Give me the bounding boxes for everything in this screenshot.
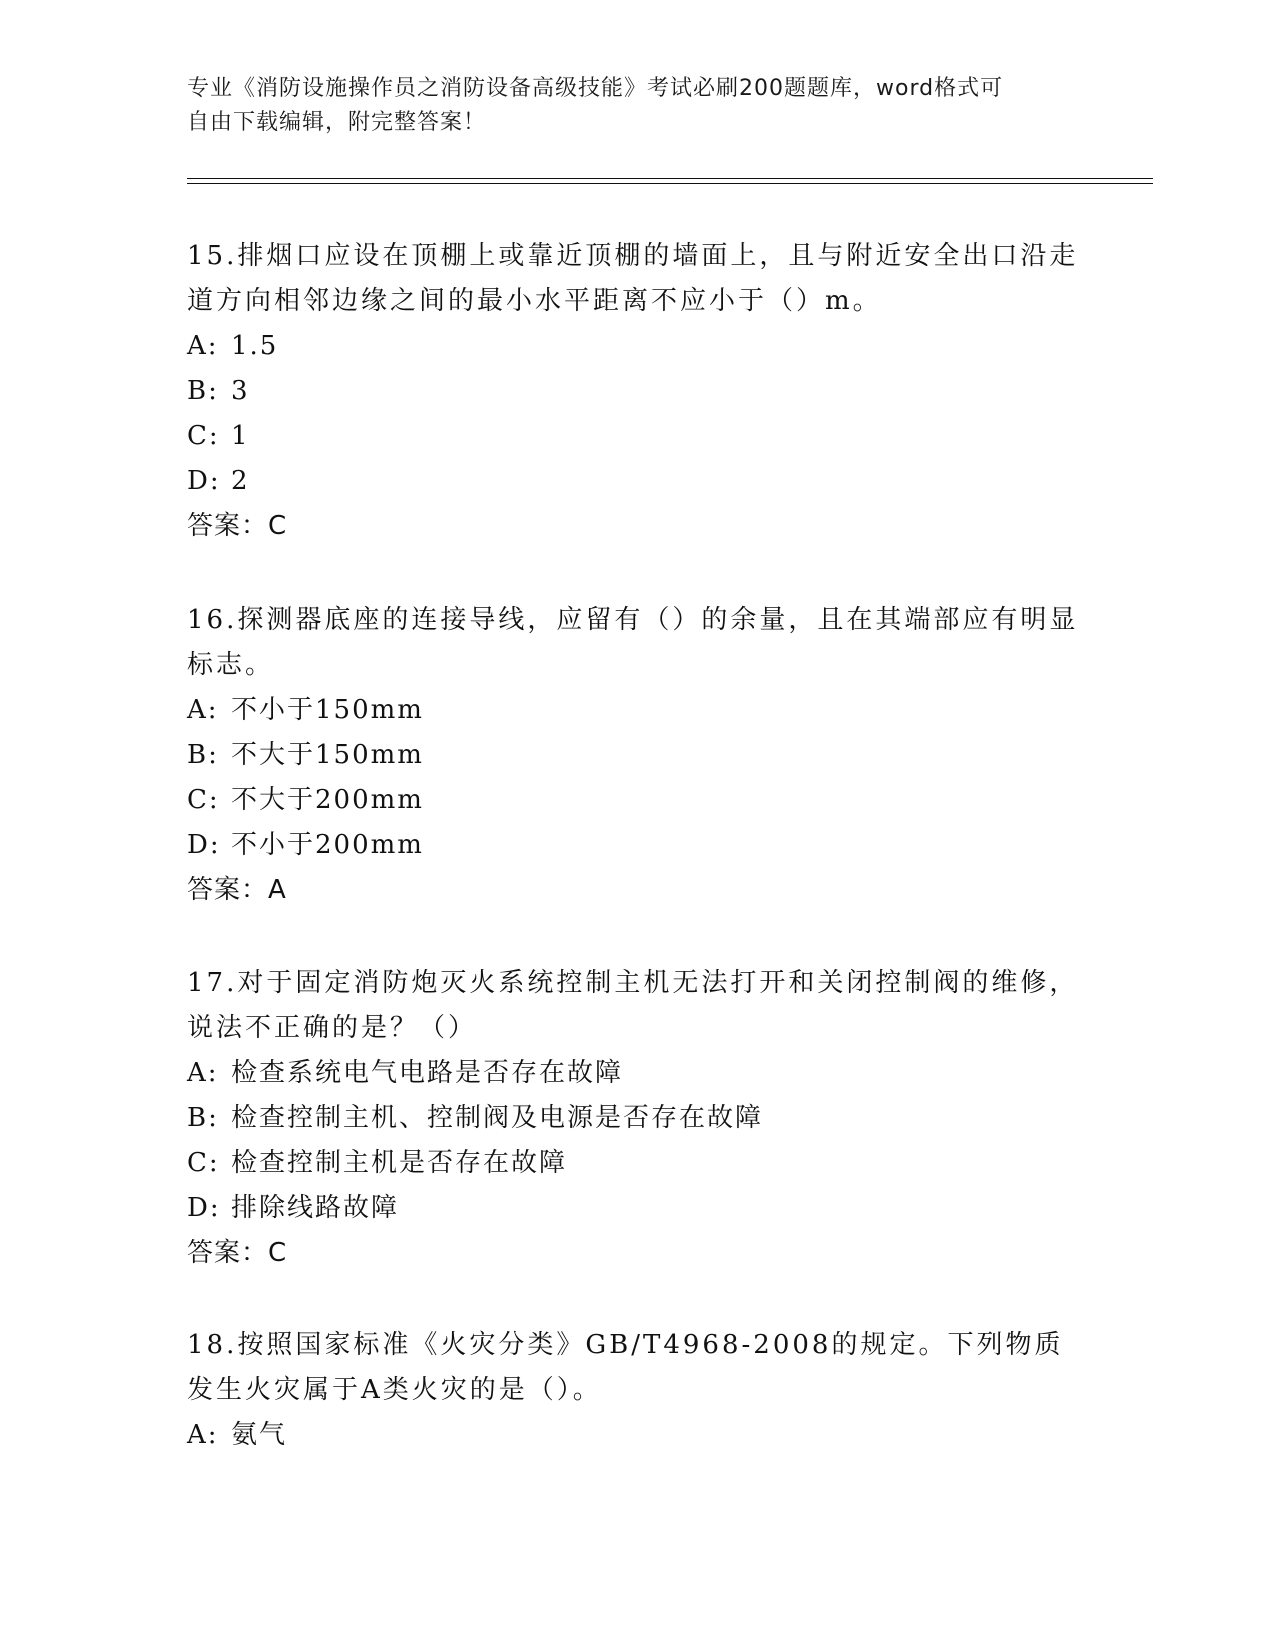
question-stem: 15.排烟口应设在顶棚上或靠近顶棚的墙面上，且与附近安全出口沿走道方向相邻边缘之间的最小水平距离不应小于（）m。	[187, 241, 1079, 316]
question-stem: 16.探测器底座的连接导线，应留有（）的余量，且在其端部应有明显标志。	[187, 605, 1079, 680]
document-header	[187, 72, 1087, 140]
header-divider-top	[187, 178, 1153, 179]
option-key: A:	[187, 1058, 219, 1088]
option-text: 排除线路故障	[231, 1193, 400, 1223]
option-b	[187, 733, 1087, 778]
option-key: C:	[187, 785, 220, 815]
option-key: B:	[187, 376, 219, 406]
question-16	[187, 598, 1087, 913]
option-key: B:	[187, 1103, 219, 1133]
option-text: 不小于150mm	[231, 695, 424, 725]
question-15	[187, 234, 1087, 549]
option-b	[187, 1096, 1087, 1141]
option-d	[187, 459, 1087, 504]
option-text: 2	[231, 466, 250, 496]
option-text: 检查系统电气电路是否存在故障	[231, 1058, 624, 1088]
option-a	[187, 688, 1087, 733]
option-text: 3	[231, 376, 250, 406]
question-17	[187, 961, 1087, 1276]
option-c	[187, 1141, 1087, 1186]
option-c	[187, 414, 1087, 459]
option-key: C:	[187, 1148, 220, 1178]
option-text: 不小于200mm	[231, 830, 424, 860]
header-line-2: 自由下载编辑，附完整答案！	[187, 110, 487, 135]
option-key: A:	[187, 331, 219, 361]
option-a	[187, 1051, 1087, 1096]
option-text: 1.5	[231, 331, 279, 361]
option-key: A:	[187, 1420, 219, 1450]
option-a	[187, 1413, 1087, 1458]
option-key: B:	[187, 740, 219, 770]
option-text: 检查控制主机、控制阀及电源是否存在故障	[231, 1103, 764, 1133]
option-text: 不大于150mm	[231, 740, 424, 770]
option-c	[187, 778, 1087, 823]
question-stem: 17.对于固定消防炮灭火系统控制主机无法打开和关闭控制阀的维修，说法不正确的是？（）	[187, 968, 1079, 1043]
answer: 答案：C	[187, 1238, 288, 1268]
option-d	[187, 1186, 1087, 1231]
option-d	[187, 823, 1087, 868]
question-18	[187, 1323, 1087, 1458]
option-key: C:	[187, 421, 220, 451]
header-line-1: 专业《消防设施操作员之消防设备高级技能》考试必刷200题题库，word格式可	[187, 76, 1004, 101]
option-text: 检查控制主机是否存在故障	[231, 1148, 568, 1178]
option-b	[187, 369, 1087, 414]
option-key: D:	[187, 466, 221, 496]
answer: 答案：C	[187, 511, 288, 541]
option-text: 不大于200mm	[231, 785, 424, 815]
option-key: D:	[187, 1193, 221, 1223]
header-divider-bottom	[187, 183, 1153, 184]
question-stem: 18.按照国家标准《火灾分类》GB/T4968-2008的规定。下列物质发生火灾属于A类火灾的是（）。	[187, 1330, 1064, 1405]
option-key: A:	[187, 695, 219, 725]
option-text: 氨气	[231, 1420, 288, 1450]
option-text: 1	[231, 421, 250, 451]
option-a	[187, 324, 1087, 369]
option-key: D:	[187, 830, 221, 860]
answer: 答案：A	[187, 875, 287, 905]
